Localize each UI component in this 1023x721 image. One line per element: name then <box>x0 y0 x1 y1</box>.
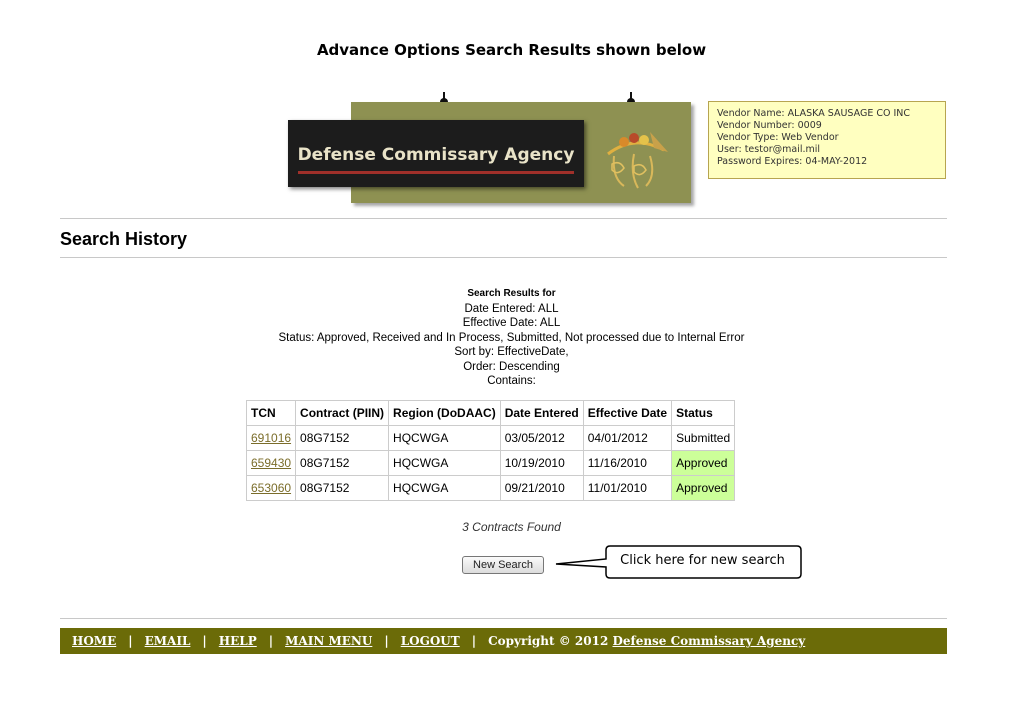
cell-region: HQCWGA <box>389 426 501 451</box>
vendor-info-box <box>708 101 946 179</box>
header-contract: Contract (PIIN) <box>296 401 389 426</box>
table-header-row <box>247 401 735 426</box>
footer-logout-link[interactable]: LOGOUT <box>400 634 460 648</box>
tcn-link[interactable]: 653060 <box>251 481 292 495</box>
banner-title-panel <box>288 120 584 187</box>
tcn-link[interactable]: 659430 <box>251 456 292 470</box>
cell-effective-date: 11/01/2010 <box>583 476 671 501</box>
results-table <box>246 400 735 501</box>
deca-logo <box>594 120 674 192</box>
header-effective-date: Effective Date <box>583 401 671 426</box>
cell-region: HQCWGA <box>389 476 501 501</box>
footer-email-link[interactable]: EMAIL <box>144 634 191 648</box>
criteria-date-entered: Date Entered: ALL <box>464 302 559 315</box>
cell-contract: 08G7152 <box>296 426 389 451</box>
table-row <box>247 451 735 476</box>
status-badge: Approved <box>672 451 735 476</box>
cell-tcn <box>247 426 296 451</box>
footer-separator: | <box>471 634 477 648</box>
footer-main-menu-link[interactable]: MAIN MENU <box>285 634 373 648</box>
search-criteria <box>0 287 1023 389</box>
header-date-entered: Date Entered <box>500 401 583 426</box>
footer-separator: | <box>384 634 389 648</box>
footer-separator: | <box>202 634 207 648</box>
criteria-contains: Contains: <box>487 375 536 387</box>
vendor-user: User: testor@mail.mil <box>717 144 821 155</box>
status-badge: Approved <box>672 476 735 501</box>
cell-region: HQCWGA <box>389 451 501 476</box>
footer-copyright: Copyright © 2012 <box>488 634 609 648</box>
banner-rule <box>298 171 574 174</box>
status-badge: Submitted <box>672 426 735 451</box>
cell-date-entered: 03/05/2012 <box>500 426 583 451</box>
cell-tcn <box>247 451 296 476</box>
cell-date-entered: 09/21/2010 <box>500 476 583 501</box>
criteria-status: Status: Approved, Received and In Process, Submitted, Not processed due to Internal Error <box>278 331 745 344</box>
table-row <box>247 476 735 501</box>
cell-tcn <box>247 476 296 501</box>
header-tcn: TCN <box>247 401 296 426</box>
cell-effective-date: 11/16/2010 <box>583 451 671 476</box>
vendor-number: Vendor Number: 0009 <box>717 120 822 131</box>
page-title: Search History <box>60 229 188 249</box>
vendor-name: Vendor Name: ALASKA SAUSAGE CO INC <box>717 108 911 119</box>
footer-separator: | <box>128 634 133 648</box>
footer-agency-link[interactable]: Defense Commissary Agency <box>612 634 806 648</box>
password-expires: Password Expires: 04-MAY-2012 <box>717 156 868 167</box>
header-status: Status <box>672 401 735 426</box>
divider-footer <box>60 618 947 619</box>
banner-title: Defense Commissary Agency <box>297 145 575 165</box>
footer-bar <box>60 628 947 654</box>
divider-title <box>60 257 947 258</box>
criteria-sort-by: Sort by: EffectiveDate, <box>454 346 569 358</box>
cell-contract: 08G7152 <box>296 476 389 501</box>
footer-separator: | <box>268 634 274 648</box>
results-count: 3 Contracts Found <box>462 520 561 534</box>
footer-help-link[interactable]: HELP <box>218 634 257 648</box>
header-region: Region (DoDAAC) <box>389 401 501 426</box>
cell-effective-date: 04/01/2012 <box>583 426 671 451</box>
criteria-order: Order: Descending <box>463 360 560 373</box>
cell-date-entered: 10/19/2010 <box>500 451 583 476</box>
cell-contract: 08G7152 <box>296 451 389 476</box>
criteria-effective-date: Effective Date: ALL <box>462 317 561 329</box>
divider-top <box>60 218 947 219</box>
criteria-heading: Search Results for <box>467 288 556 299</box>
table-row <box>247 426 735 451</box>
page-caption: Advance Options Search Results shown below <box>316 41 707 59</box>
footer-home-link[interactable]: HOME <box>72 634 117 648</box>
tcn-link[interactable]: 691016 <box>251 431 292 445</box>
vendor-type: Vendor Type: Web Vendor <box>717 132 839 143</box>
new-search-button[interactable]: New Search <box>462 556 544 574</box>
callout-text: Click here for new search <box>620 553 785 568</box>
